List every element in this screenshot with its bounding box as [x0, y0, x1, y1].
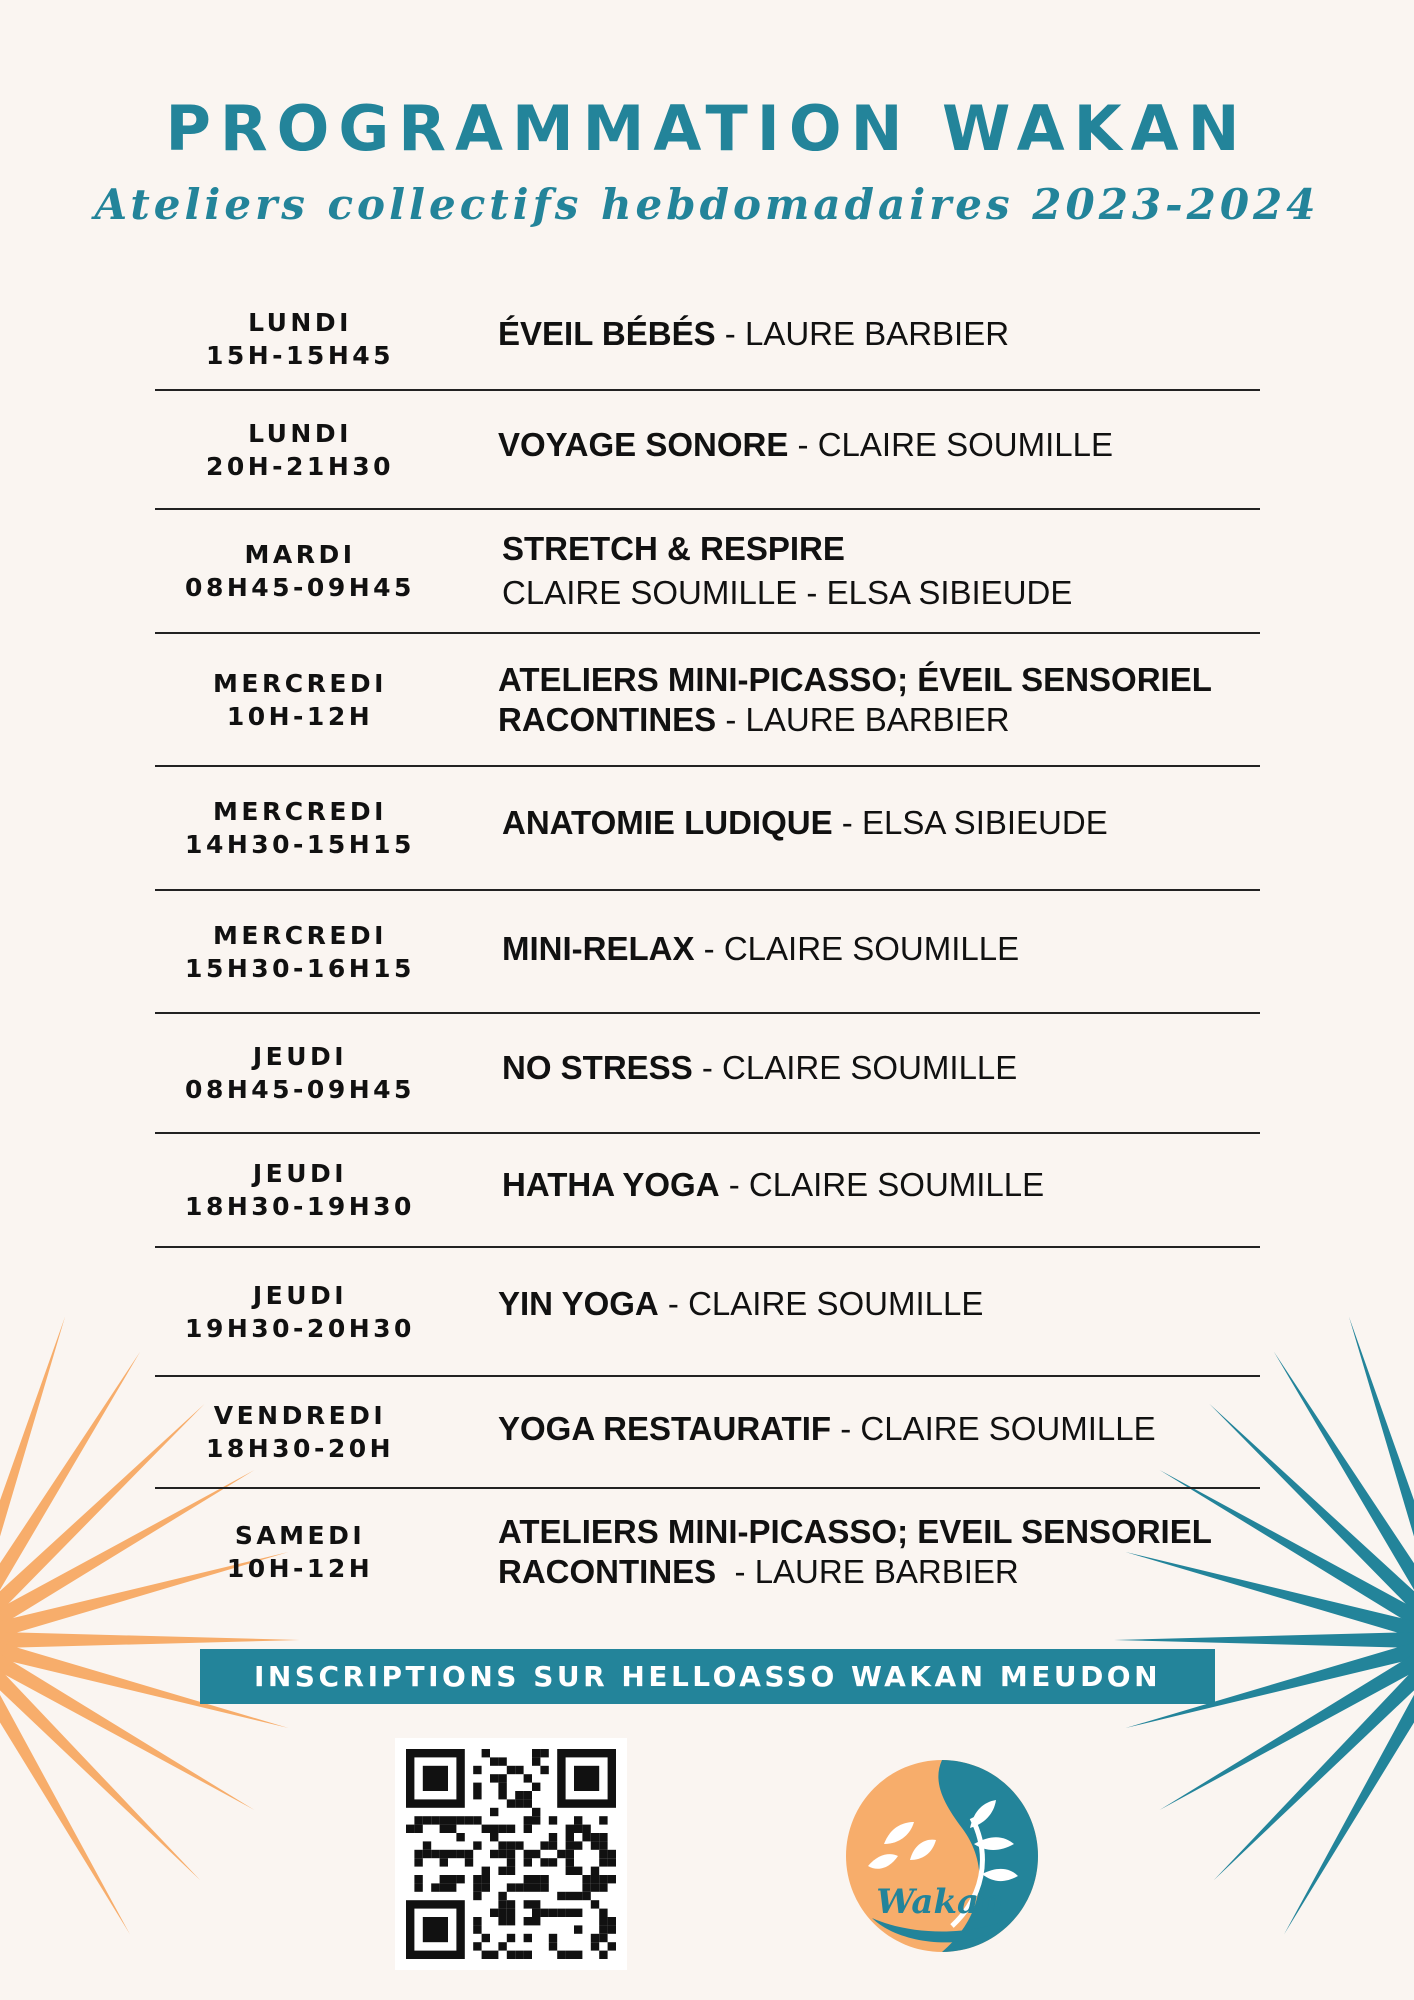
day-label: JEUDI [252, 1280, 348, 1310]
day-label: SAMEDI [234, 1521, 366, 1550]
separator: - [832, 804, 862, 841]
activity-cell [502, 1165, 1302, 1205]
day-time [155, 795, 445, 861]
day-label: JEUDI [252, 1159, 348, 1188]
schedule-row [155, 1489, 1260, 1615]
day-label: JEUDI [252, 1042, 348, 1071]
time-label: 10H-12H [226, 701, 374, 731]
time-label: 20H-21H30 [205, 451, 395, 481]
activity-title: MINI-RELAX [502, 929, 695, 967]
wakan-logo [832, 1748, 1052, 1968]
registration-banner: INSCRIPTIONS SUR HELLOASSO WAKAN MEUDON [200, 1649, 1215, 1704]
activity-title: YIN YOGA [498, 1284, 659, 1322]
time-label: 19H30-20H30 [185, 1313, 415, 1343]
separator: - [719, 1166, 749, 1203]
time-label: 10H-12H [226, 1554, 374, 1583]
activity-title-line2: RACONTINES [498, 700, 717, 738]
day-time [155, 1157, 445, 1223]
day-label: MERCREDI [213, 797, 387, 826]
activity-cell [502, 527, 1302, 615]
teacher-name: LAURE BARBIER [744, 314, 1010, 352]
activity-title: YOGA RESTAURATIF [498, 1410, 832, 1447]
activity-title: VOYAGE SONORE [498, 425, 789, 463]
sunburst-ray [0, 1631, 300, 1649]
schedule-row [155, 1248, 1260, 1377]
schedule-row [155, 1014, 1260, 1134]
day-time [155, 1040, 445, 1106]
schedule-row [155, 891, 1260, 1014]
schedule-row [155, 391, 1260, 510]
schedule-row [155, 767, 1260, 891]
time-label: 15H30-16H15 [185, 953, 415, 983]
activity-cell [502, 1048, 1302, 1088]
time-label: 14H30-15H15 [185, 830, 415, 859]
activity-title-line2: RACONTINES [498, 1553, 717, 1590]
activity-title: NO STRESS [502, 1049, 693, 1086]
schedule-row [155, 288, 1260, 391]
activity-cell [498, 314, 1298, 354]
time-label: 15H-15H45 [205, 340, 395, 370]
activity-cell [498, 660, 1298, 740]
time-label: 18H30-20H [205, 1434, 395, 1463]
activity-title: ANATOMIE LUDIQUE [502, 804, 833, 841]
activity-cell [498, 1284, 1298, 1324]
activity-title: ATELIERS MINI-PICASSO; ÉVEIL SENSORIEL [498, 660, 1212, 698]
separator: - [716, 700, 746, 738]
activity-title: ÉVEIL BÉBÉS [498, 314, 716, 352]
activity-title: ATELIERS MINI-PICASSO; EVEIL SENSORIEL [498, 1513, 1212, 1550]
teacher-name: CLAIRE SOUMILLE [723, 929, 1020, 967]
teacher-name: CLAIRE SOUMILLE [722, 1049, 1018, 1086]
teacher-name: CLAIRE SOUMILLE [860, 1410, 1156, 1447]
activity-cell [502, 803, 1302, 843]
day-time [155, 417, 445, 483]
day-label: MARDI [244, 540, 356, 569]
activity-cell [498, 425, 1298, 465]
teacher-name: CLAIRE SOUMILLE [748, 1166, 1045, 1203]
separator: - [692, 1049, 723, 1086]
qr-code[interactable] [395, 1738, 627, 1970]
separator: - [716, 1553, 755, 1590]
day-time [155, 1279, 445, 1345]
separator: - [715, 314, 745, 352]
day-label: LUNDI [248, 418, 352, 448]
teacher-name: LAURE BARBIER [745, 700, 1010, 738]
day-time [155, 1399, 445, 1465]
day-time [155, 667, 445, 733]
teacher-name: CLAIRE SOUMILLE - ELSA SIBIEUDE [502, 574, 1073, 611]
separator: - [788, 425, 818, 463]
day-label: LUNDI [248, 307, 352, 337]
activity-cell [498, 1409, 1298, 1449]
teacher-name: CLAIRE SOUMILLE [688, 1284, 984, 1322]
day-time [155, 919, 445, 985]
logo-wordmark: Wakan [876, 1882, 1004, 1922]
schedule-row [155, 1134, 1260, 1248]
time-label: 08H45-09H45 [185, 573, 415, 602]
activity-title: HATHA YOGA [502, 1166, 720, 1203]
activity-cell [502, 929, 1302, 969]
schedule-row [155, 634, 1260, 767]
teacher-name: CLAIRE SOUMILLE [817, 425, 1113, 463]
separator: - [658, 1284, 689, 1322]
teacher-name: LAURE BARBIER [754, 1553, 1019, 1590]
day-time [155, 538, 445, 604]
time-label: 18H30-19H30 [185, 1192, 415, 1221]
day-time [155, 1519, 445, 1585]
sunburst-ray [1114, 1631, 1414, 1649]
activity-cell [498, 1512, 1298, 1592]
teacher-name: ELSA SIBIEUDE [861, 804, 1108, 841]
schedule-row [155, 1377, 1260, 1489]
day-label: MERCREDI [213, 920, 387, 950]
activity-title: STRETCH & RESPIRE [502, 530, 845, 567]
day-label: MERCREDI [213, 668, 387, 698]
page-title: PROGRAMMATION WAKAN [165, 92, 1249, 165]
schedule-table [155, 288, 1260, 1615]
page-subtitle: Ateliers collectifs hebdomadaires 2023-2024 [94, 180, 1320, 229]
schedule-row [155, 510, 1260, 634]
time-label: 08H45-09H45 [185, 1075, 415, 1104]
separator: - [831, 1410, 861, 1447]
day-label: VENDREDI [213, 1401, 387, 1430]
day-time [155, 306, 445, 372]
separator: - [694, 929, 724, 967]
